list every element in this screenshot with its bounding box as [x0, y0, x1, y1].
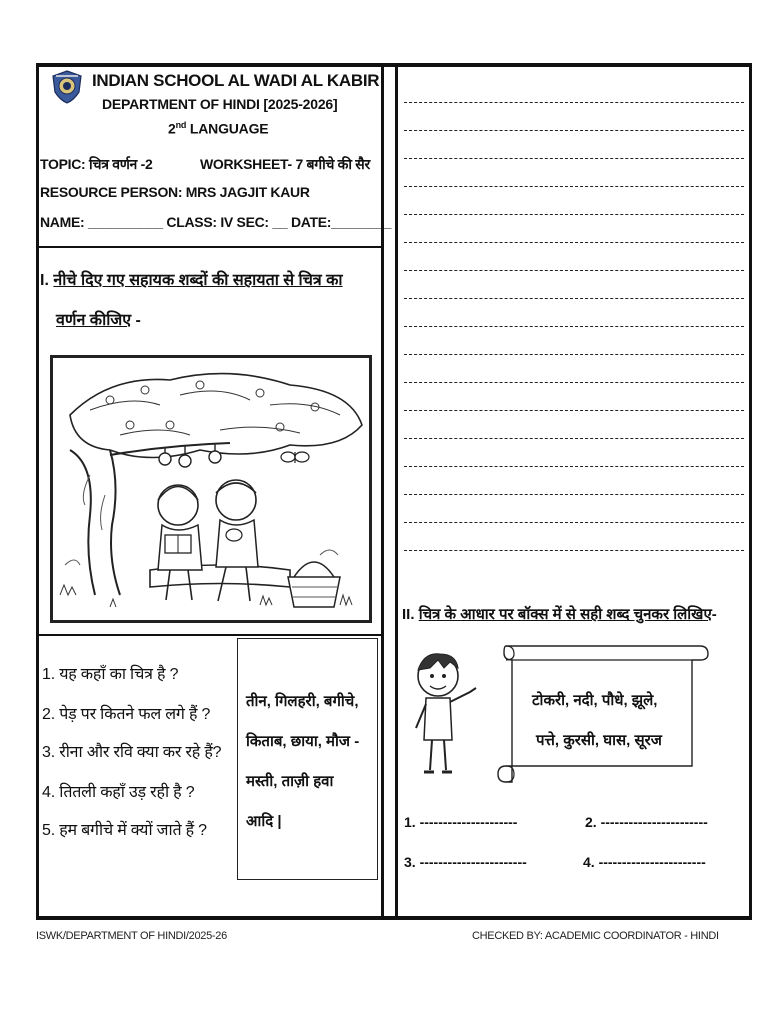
section1-title-line1: नीचे दिए गए सहायक शब्दों की सहायता से चित्र का: [53, 272, 343, 289]
answer-1[interactable]: 1. ---------------------: [404, 814, 518, 830]
writing-line[interactable]: [404, 100, 744, 103]
writing-line[interactable]: [404, 548, 744, 551]
helper-words-box: [237, 638, 378, 880]
word-scroll: [492, 640, 714, 786]
answer-4[interactable]: 4. -----------------------: [583, 854, 706, 870]
writing-line[interactable]: [404, 212, 744, 215]
school-name: INDIAN SCHOOL AL WADI AL KABIR: [92, 71, 380, 90]
helper-word-line-2: किताब, छाया, मौज -: [246, 733, 360, 750]
writing-line[interactable]: [404, 464, 744, 467]
footer-right: CHECKED BY: ACADEMIC COORDINATOR - HINDI: [472, 930, 719, 942]
writing-line[interactable]: [404, 240, 744, 243]
writing-line[interactable]: [404, 380, 744, 383]
section2-title: [402, 604, 717, 624]
section1-title: [40, 268, 343, 290]
writing-line[interactable]: [404, 268, 744, 271]
writing-line[interactable]: [404, 296, 744, 299]
scroll-words-line-2: पत्ते, कुरसी, घास, सूरज: [536, 732, 662, 749]
section2-number: II.: [402, 606, 415, 623]
helper-word-line-4: आदि |: [246, 813, 282, 830]
language-text: LANGUAGE: [189, 120, 269, 137]
writing-line[interactable]: [404, 520, 744, 523]
student-info-line: NAME: __________ CLASS: IV SEC: __ DATE:________: [40, 214, 392, 230]
language-ordinal: 2: [168, 120, 176, 137]
column-divider-left: [381, 63, 384, 920]
section1-title-cont: [56, 308, 141, 330]
section1-title-suffix: -: [131, 312, 141, 329]
worksheet-label: WORKSHEET- 7 बगीचे की सैर: [200, 156, 370, 172]
school-logo-icon: [52, 70, 82, 104]
question-1: 1. यह कहाँ का चित्र है ?: [42, 666, 179, 683]
helper-word-line-3: मस्ती, ताज़ी हवा: [246, 773, 334, 790]
resource-person: RESOURCE PERSON: MRS JAGJIT KAUR: [40, 184, 310, 200]
section1-number: I.: [40, 272, 49, 289]
column-divider-right: [395, 63, 398, 920]
answer-3[interactable]: 3. -----------------------: [404, 854, 527, 870]
language-label: [168, 120, 268, 137]
pointing-boy-illustration: [410, 648, 482, 778]
language-ordinal-sup: nd: [175, 120, 187, 130]
writing-line[interactable]: [404, 128, 744, 131]
department-title: DEPARTMENT OF HINDI [2025-2026]: [102, 96, 338, 112]
question-2: 2. पेड़ पर कितने फल लगे हैं ?: [42, 706, 211, 723]
question-4: 4. तितली कहाँ उड़ रही है ?: [42, 784, 195, 801]
question-3: 3. रीना और रवि क्या कर रहे हैं?: [42, 744, 222, 761]
question-5: 5. हम बगीचे में क्यों जाते हैं ?: [42, 822, 207, 839]
writing-line[interactable]: [404, 156, 744, 159]
topic-label: TOPIC: चित्र वर्णन -2: [40, 156, 153, 172]
section2-title-text: चित्र के आधार पर बॉक्स में से सही शब्द चुनकर लिखिए: [418, 606, 712, 623]
garden-picture: [50, 355, 372, 623]
writing-line[interactable]: [404, 408, 744, 411]
section1-title-line2: वर्णन कीजिए: [56, 312, 132, 329]
helper-word-line-1: तीन, गिलहरी, बगीचे,: [246, 693, 359, 710]
header-separator: [36, 246, 381, 248]
answer-2[interactable]: 2. -----------------------: [585, 814, 708, 830]
writing-line[interactable]: [404, 184, 744, 187]
writing-line[interactable]: [404, 352, 744, 355]
writing-line[interactable]: [404, 324, 744, 327]
section2-title-suffix: -: [711, 606, 717, 623]
writing-line[interactable]: [404, 492, 744, 495]
picture-separator: [36, 634, 381, 636]
writing-line[interactable]: [404, 436, 744, 439]
scroll-words-line-1: टोकरी, नदी, पौधे, झूले,: [532, 692, 658, 709]
footer-left: ISWK/DEPARTMENT OF HINDI/2025-26: [36, 930, 227, 942]
